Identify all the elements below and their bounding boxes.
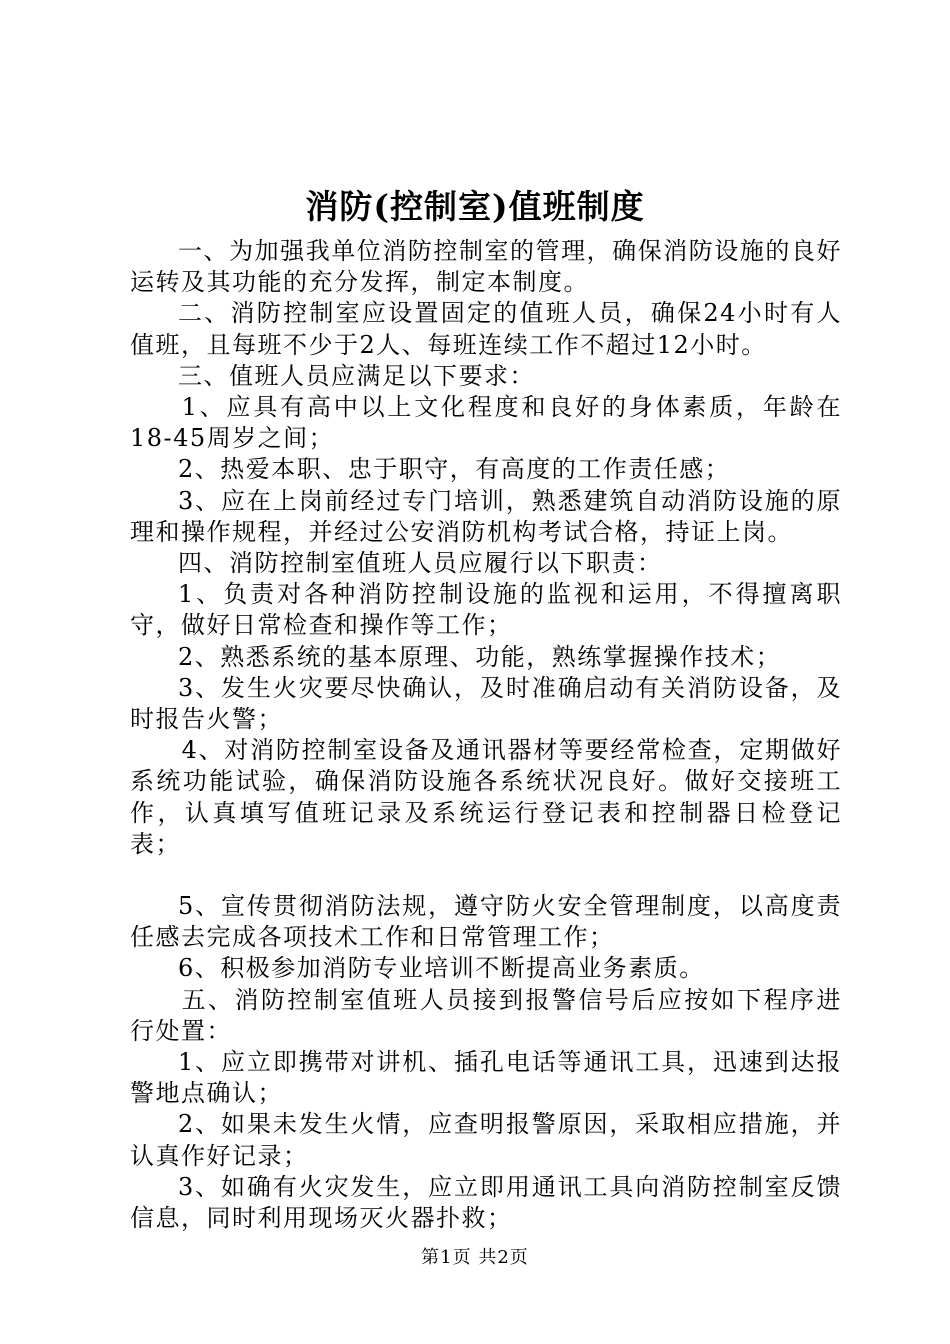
duty-item: 3、发生火灾要尽快确认，及时准确启动有关消防设备，及时报告火警； (130, 673, 842, 734)
paragraph-requirements-heading: 三、值班人员应满足以下要求： (178, 361, 535, 390)
paragraph-purpose: 一、为加强我单位消防控制室的管理，确保消防设施的良好运转及其功能的充分发挥，制定本制度。 (130, 237, 842, 297)
document-title: 消防(控制室)值班制度 (305, 187, 645, 226)
document-body (130, 236, 842, 1234)
paragraph-staffing: 二、消防控制室应设置固定的值班人员，确保24小时有人值班，且每班不少于2人、每班连续工作不超过12小时。 (130, 299, 842, 359)
duty-item: 2、熟悉系统的基本原理、功能，熟练掌握操作技术； (178, 642, 782, 671)
paragraph-alarm-procedure-heading: 五、消防控制室值班人员接到报警信号后应按如下程序进行处置： (130, 985, 842, 1045)
procedure-item: 2、如果未发生火情，应查明报警原因，采取相应措施，并认真作好记录； (130, 1110, 842, 1170)
duty-item: 4、对消防控制室设备及通讯器材等要经常检查，定期做好系统功能试验，确保消防设施各系统状况良好。做好交接班工作，认真填写值班记录及系统运行登记表和控制器日检登记表； (130, 736, 842, 858)
page-footer: 第1页 共2页 (421, 1247, 529, 1268)
requirement-item: 2、热爱本职、忠于职守，有高度的工作责任感； (178, 455, 731, 484)
blank-line (130, 860, 842, 891)
requirement-item: 1、应具有高中以上文化程度和良好的身体素质，年龄在18-45周岁之间； (130, 393, 842, 453)
duty-item: 6、积极参加消防专业培训不断提高业务素质。 (178, 954, 705, 983)
procedure-item: 1、应立即携带对讲机、插孔电话等通讯工具，迅速到达报警地点确认； (130, 1048, 842, 1108)
procedure-item: 3、如确有火灾发生，应立即用通讯工具向消防控制室反馈信息，同时利用现场灭火器扑救； (130, 1172, 842, 1233)
paragraph-duties-heading: 四、消防控制室值班人员应履行以下职责： (178, 549, 663, 578)
requirement-item: 3、应在上岗前经过专门培训，熟悉建筑自动消防设施的原理和操作规程，并经过公安消防机构考试合格，持证上岗。 (130, 486, 842, 546)
duty-item: 5、宣传贯彻消防法规，遵守防火安全管理制度，以高度责任感去完成各项技术工作和日常管理工作； (130, 892, 842, 952)
duty-item: 1、负责对各种消防控制设施的监视和运用，不得擅离职守，做好日常检查和操作等工作； (130, 580, 842, 640)
